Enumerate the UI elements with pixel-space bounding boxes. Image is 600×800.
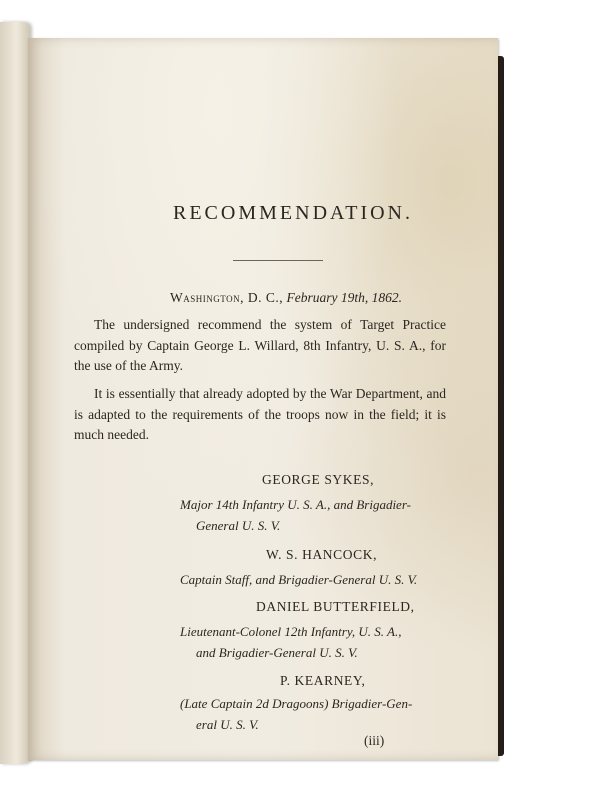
- page-number: (iii): [364, 733, 385, 748]
- dateline: [170, 290, 402, 306]
- book: [0, 22, 505, 764]
- signatory-name-butterfield: DANIEL BUTTERFIELD,: [256, 599, 415, 614]
- signatory-title-line: eral U. S. V.: [196, 717, 259, 732]
- signatory-title-hancock: [180, 569, 460, 590]
- book-page: [28, 38, 498, 760]
- paragraph-2: It is essentially that already adopted by the War Department, and is adapted to the requirements of the troops now in the field; it is much needed.: [74, 386, 446, 442]
- signatory-title-line: (Late Captain 2d Dragoons) Brigadier-Gen-: [180, 696, 413, 711]
- signatory-name-hancock: W. S. HANCOCK,: [266, 547, 378, 562]
- signatory-title-line: Captain Staff, and Brigadier-General U. S. V.: [180, 572, 418, 587]
- page-heading: RECOMMENDATION.: [173, 202, 413, 224]
- signatory-title-line: General U. S. V.: [196, 518, 281, 533]
- paragraph-1: The undersigned recommend the system of Target Practice compiled by Captain George L. Willard, 8th Infantry, U. S. A., for the use of the Army.: [74, 317, 446, 373]
- signatory-title-butterfield: [180, 621, 450, 663]
- heading-rule: [233, 260, 323, 261]
- dateline-place: Washington, D. C.,: [170, 290, 284, 305]
- signatory-name-kearney: P. KEARNEY,: [280, 673, 366, 688]
- signatory-title-sykes: [180, 494, 450, 536]
- signatory-name-sykes: GEORGE SYKES,: [262, 472, 375, 487]
- book-cover-edge: [0, 22, 30, 764]
- dateline-date: February 19th, 1862.: [286, 290, 402, 305]
- signatory-title-line: Major 14th Infantry U. S. A., and Brigadier-: [180, 497, 411, 512]
- signatory-title-line: Lieutenant-Colonel 12th Infantry, U. S. A.,: [180, 624, 402, 639]
- signatory-title-kearney: [180, 693, 450, 735]
- signatory-title-line: and Brigadier-General U. S. V.: [196, 645, 358, 660]
